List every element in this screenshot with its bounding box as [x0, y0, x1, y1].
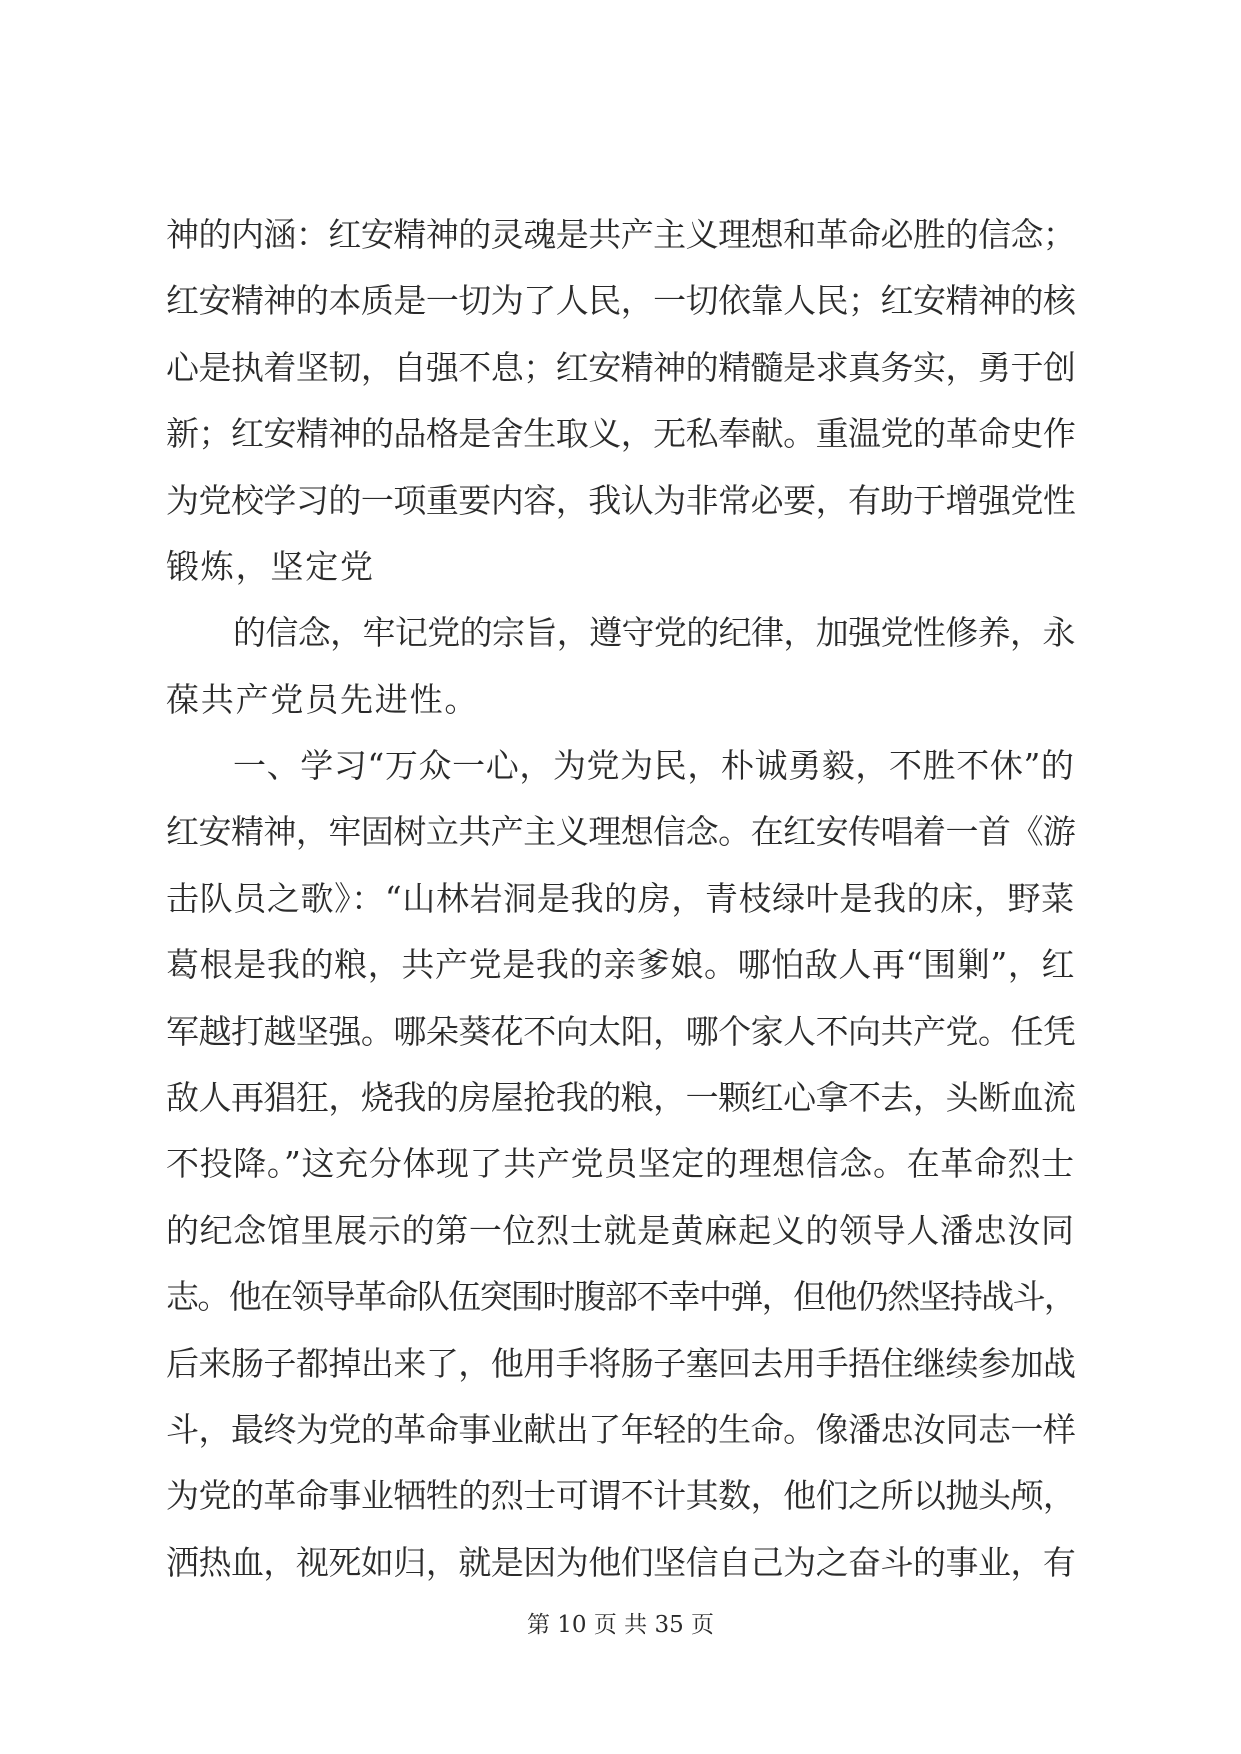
text-line: 新；红安精神的品格是舍生取义，无私奉献。重温党的革命史作 [166, 414, 1076, 453]
text-line: 击队员之歌》：“山林岩洞是我的房，青枝绿叶是我的床，野菜 [166, 879, 1075, 918]
text-line: 神的内涵：红安精神的灵魂是共产主义理想和革命必胜的信念； [166, 215, 1076, 254]
text-line: 一、学习“万众一心，为党为民，朴诚勇毅，不胜不休”的 [233, 746, 1075, 785]
text-line: 军越打越坚强。哪朵葵花不向太阳，哪个家人不向共产党。任凭 [166, 1012, 1076, 1051]
text-line: 为党校学习的一项重要内容，我认为非常必要，有助于增强党性 [166, 481, 1076, 520]
text-line: 的信念，牢记党的宗旨，遵守党的纪律，加强党性修养，永 [233, 613, 1075, 652]
text-line: 洒热血，视死如归，就是因为他们坚信自己为之奋斗的事业，有 [166, 1543, 1076, 1582]
text-line: 心是执着坚韧，自强不息；红安精神的精髓是求真务实，勇于创 [166, 348, 1076, 387]
text-line: 葆共产党员先进性。 [166, 680, 480, 719]
text-line: 的纪念馆里展示的第一位烈士就是黄麻起义的领导人潘忠汝同 [166, 1211, 1075, 1250]
text-line: 红安精神，牢固树立共产主义理想信念。在红安传唱着一首《游 [166, 812, 1076, 851]
text-line: 为党的革命事业牺牲的烈士可谓不计其数，他们之所以抛头颅， [166, 1476, 1076, 1515]
text-line: 后来肠子都掉出来了，他用手将肠子塞回去用手捂住继续参加战 [166, 1344, 1076, 1383]
text-line: 红安精神的本质是一切为了人民，一切依靠人民；红安精神的核 [166, 281, 1076, 320]
text-line: 葛根是我的粮，共产党是我的亲爹娘。哪怕敌人再“围剿”，红 [166, 945, 1076, 984]
text-line: 锻炼，坚定党 [166, 547, 375, 586]
text-line: 敌人再猖狂，烧我的房屋抢我的粮，一颗红心拿不去，头断血流 [166, 1078, 1076, 1117]
page-number-footer: 第 10 页 共 35 页 [526, 1612, 715, 1638]
text-line: 志。他在领导革命队伍突围时腹部不幸中弹，但他仍然坚持战斗， [166, 1277, 1076, 1316]
text-line: 不投降。”这充分体现了共产党员坚定的理想信念。在革命烈士 [166, 1144, 1075, 1183]
text-line: 斗，最终为党的革命事业献出了年轻的生命。像潘忠汝同志一样 [166, 1410, 1076, 1449]
